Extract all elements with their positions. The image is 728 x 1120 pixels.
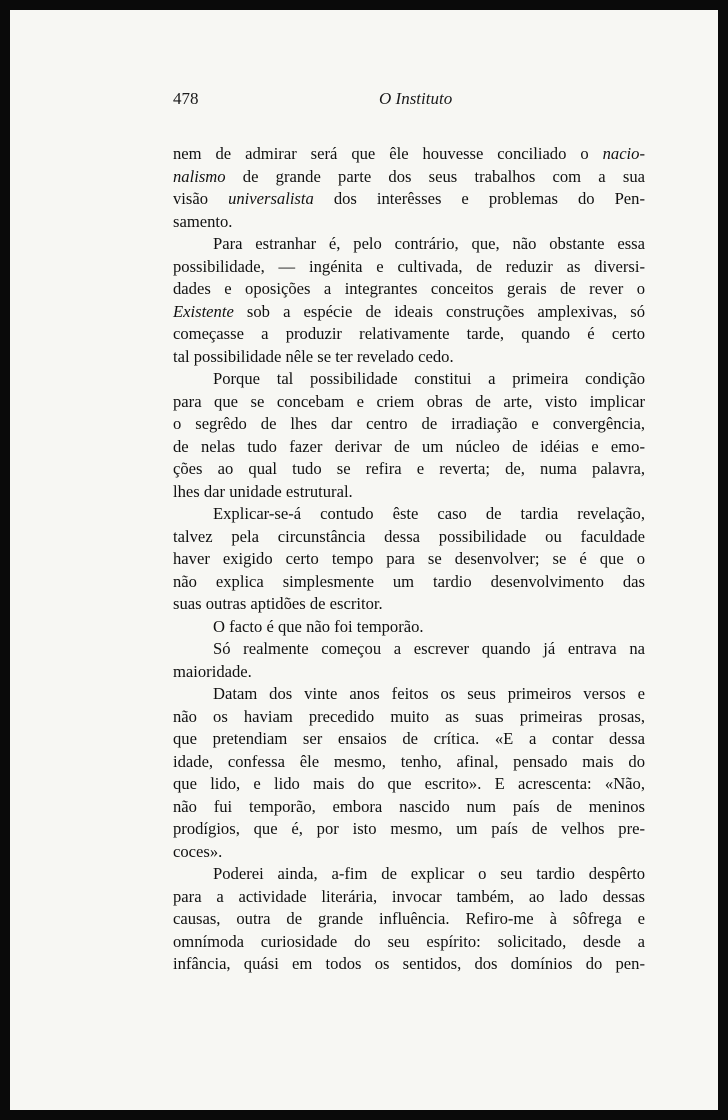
text-line xyxy=(173,751,645,774)
page-header xyxy=(173,89,493,111)
text-line xyxy=(173,818,645,841)
text-segment: ções ao qual tudo se refira e reverta; de, numa palavra, xyxy=(173,459,645,478)
italic-term: nalismo xyxy=(173,166,226,186)
text-segment: Porque tal possibilidade constitui a primeira condição xyxy=(213,369,645,388)
italic-term: Existente xyxy=(173,301,234,321)
text-segment: não fui temporão, embora nascido num país de meninos xyxy=(173,796,645,816)
text-segment: possibilidade, — ingénita e cultivada, de reduzir as diversi- xyxy=(173,256,645,276)
page-number: 478 xyxy=(173,89,199,108)
text-segment: não explica simplesmente um tardio desenvolvimento das xyxy=(173,571,645,591)
text-segment: omnímoda curiosidade do seu espírito: solicitado, desde a xyxy=(173,931,645,951)
text-segment: maioridade. xyxy=(173,661,252,681)
text-line xyxy=(173,346,645,369)
text-segment: não os haviam precedido muito as suas primeiras prosas, xyxy=(173,706,645,726)
text-line xyxy=(173,413,645,436)
text-segment: causas, outra de grande influência. Refiro-me à sôfrega e xyxy=(173,909,645,928)
text-segment: Só realmente começou a escrever quando já entrava na xyxy=(213,639,645,658)
text-line xyxy=(173,368,645,391)
text-line xyxy=(173,841,645,864)
text-line xyxy=(173,728,645,751)
text-segment: infância, quási em todos os sentidos, dos domínios do pen- xyxy=(173,954,645,973)
text-line xyxy=(173,661,645,684)
text-line xyxy=(173,188,645,211)
text-segment: talvez pela circunstância dessa possibilidade ou faculdade xyxy=(173,526,645,546)
text-segment: tal possibilidade nêle se ter revelado cedo. xyxy=(173,346,454,366)
text-line xyxy=(173,143,645,166)
text-line xyxy=(173,323,645,346)
text-segment: que lido, e lido mais do que escrito». E acrescenta: «Não, xyxy=(173,774,645,793)
text-line xyxy=(173,481,645,504)
text-line xyxy=(173,436,645,459)
text-segment: que pretendiam ser ensaios de crítica. «E a contar dessa xyxy=(173,729,645,748)
text-segment: para a actividade literária, invocar também, ao lado dessas xyxy=(173,886,645,906)
text-line xyxy=(173,548,645,571)
text-line xyxy=(173,773,645,796)
text-segment: começasse a produzir relativamente tarde, quando é certo xyxy=(173,324,645,343)
text-segment: o segrêdo de lhes dar centro de irradiação e convergência, xyxy=(173,414,645,433)
text-line xyxy=(173,211,645,234)
text-line xyxy=(173,301,645,324)
text-segment: suas outras aptidões de escritor. xyxy=(173,594,383,613)
text-segment: idade, confessa êle mesmo, tenho, afinal, pensado mais do xyxy=(173,751,645,771)
text-line xyxy=(173,166,645,189)
text-segment: O facto é que não foi temporão. xyxy=(213,616,424,636)
text-segment: para que se concebam e criem obras de arte, visto implicar xyxy=(173,391,645,411)
text-segment: coces». xyxy=(173,841,223,861)
text-line xyxy=(173,503,645,526)
text-line xyxy=(173,908,645,931)
text-line xyxy=(173,796,645,819)
text-line xyxy=(173,683,645,706)
text-line xyxy=(173,616,645,639)
italic-term: nacio- xyxy=(602,144,645,163)
text-segment: sob a espécie de ideais construções amplexivas, só xyxy=(233,301,645,321)
body-text xyxy=(173,143,645,976)
text-segment: de grande parte dos seus trabalhos com a sua xyxy=(225,166,645,186)
text-line xyxy=(173,931,645,954)
text-segment: Datam dos vinte anos feitos os seus primeiros versos e xyxy=(213,684,645,703)
text-segment: nem de admirar será que êle houvesse conciliado o xyxy=(173,144,603,163)
text-segment: de nelas tudo fazer derivar de um núcleo de idéias e emo- xyxy=(173,436,645,456)
text-line xyxy=(173,233,645,256)
text-line xyxy=(173,953,645,976)
text-line xyxy=(173,593,645,616)
text-segment: dos interêsses e problemas do Pen- xyxy=(313,189,645,208)
italic-term: universalista xyxy=(228,189,314,208)
running-title: O Instituto xyxy=(379,89,453,108)
text-line xyxy=(173,571,645,594)
text-segment: dades e oposições a integrantes conceitos gerais de rever o xyxy=(173,279,645,298)
text-segment: Explicar-se-á contudo êste caso de tardia revelação, xyxy=(213,504,645,523)
text-line xyxy=(173,638,645,661)
text-segment: lhes dar unidade estrutural. xyxy=(173,481,353,501)
text-segment: haver exigido certo tempo para se desenvolver; se é que o xyxy=(173,549,645,568)
text-line xyxy=(173,886,645,909)
text-line xyxy=(173,458,645,481)
text-segment: samento. xyxy=(173,211,233,231)
text-line xyxy=(173,278,645,301)
book-page xyxy=(10,10,718,1110)
text-line xyxy=(173,391,645,414)
text-line xyxy=(173,706,645,729)
text-segment: Poderei ainda, a-fim de explicar o seu tardio despêrto xyxy=(213,864,645,883)
text-line xyxy=(173,863,645,886)
text-segment: visão xyxy=(173,189,229,208)
text-segment: prodígios, que é, por isto mesmo, um país de velhos pre- xyxy=(173,819,645,838)
text-line xyxy=(173,256,645,279)
text-segment: Para estranhar é, pelo contrário, que, não obstante essa xyxy=(213,234,645,253)
text-line xyxy=(173,526,645,549)
